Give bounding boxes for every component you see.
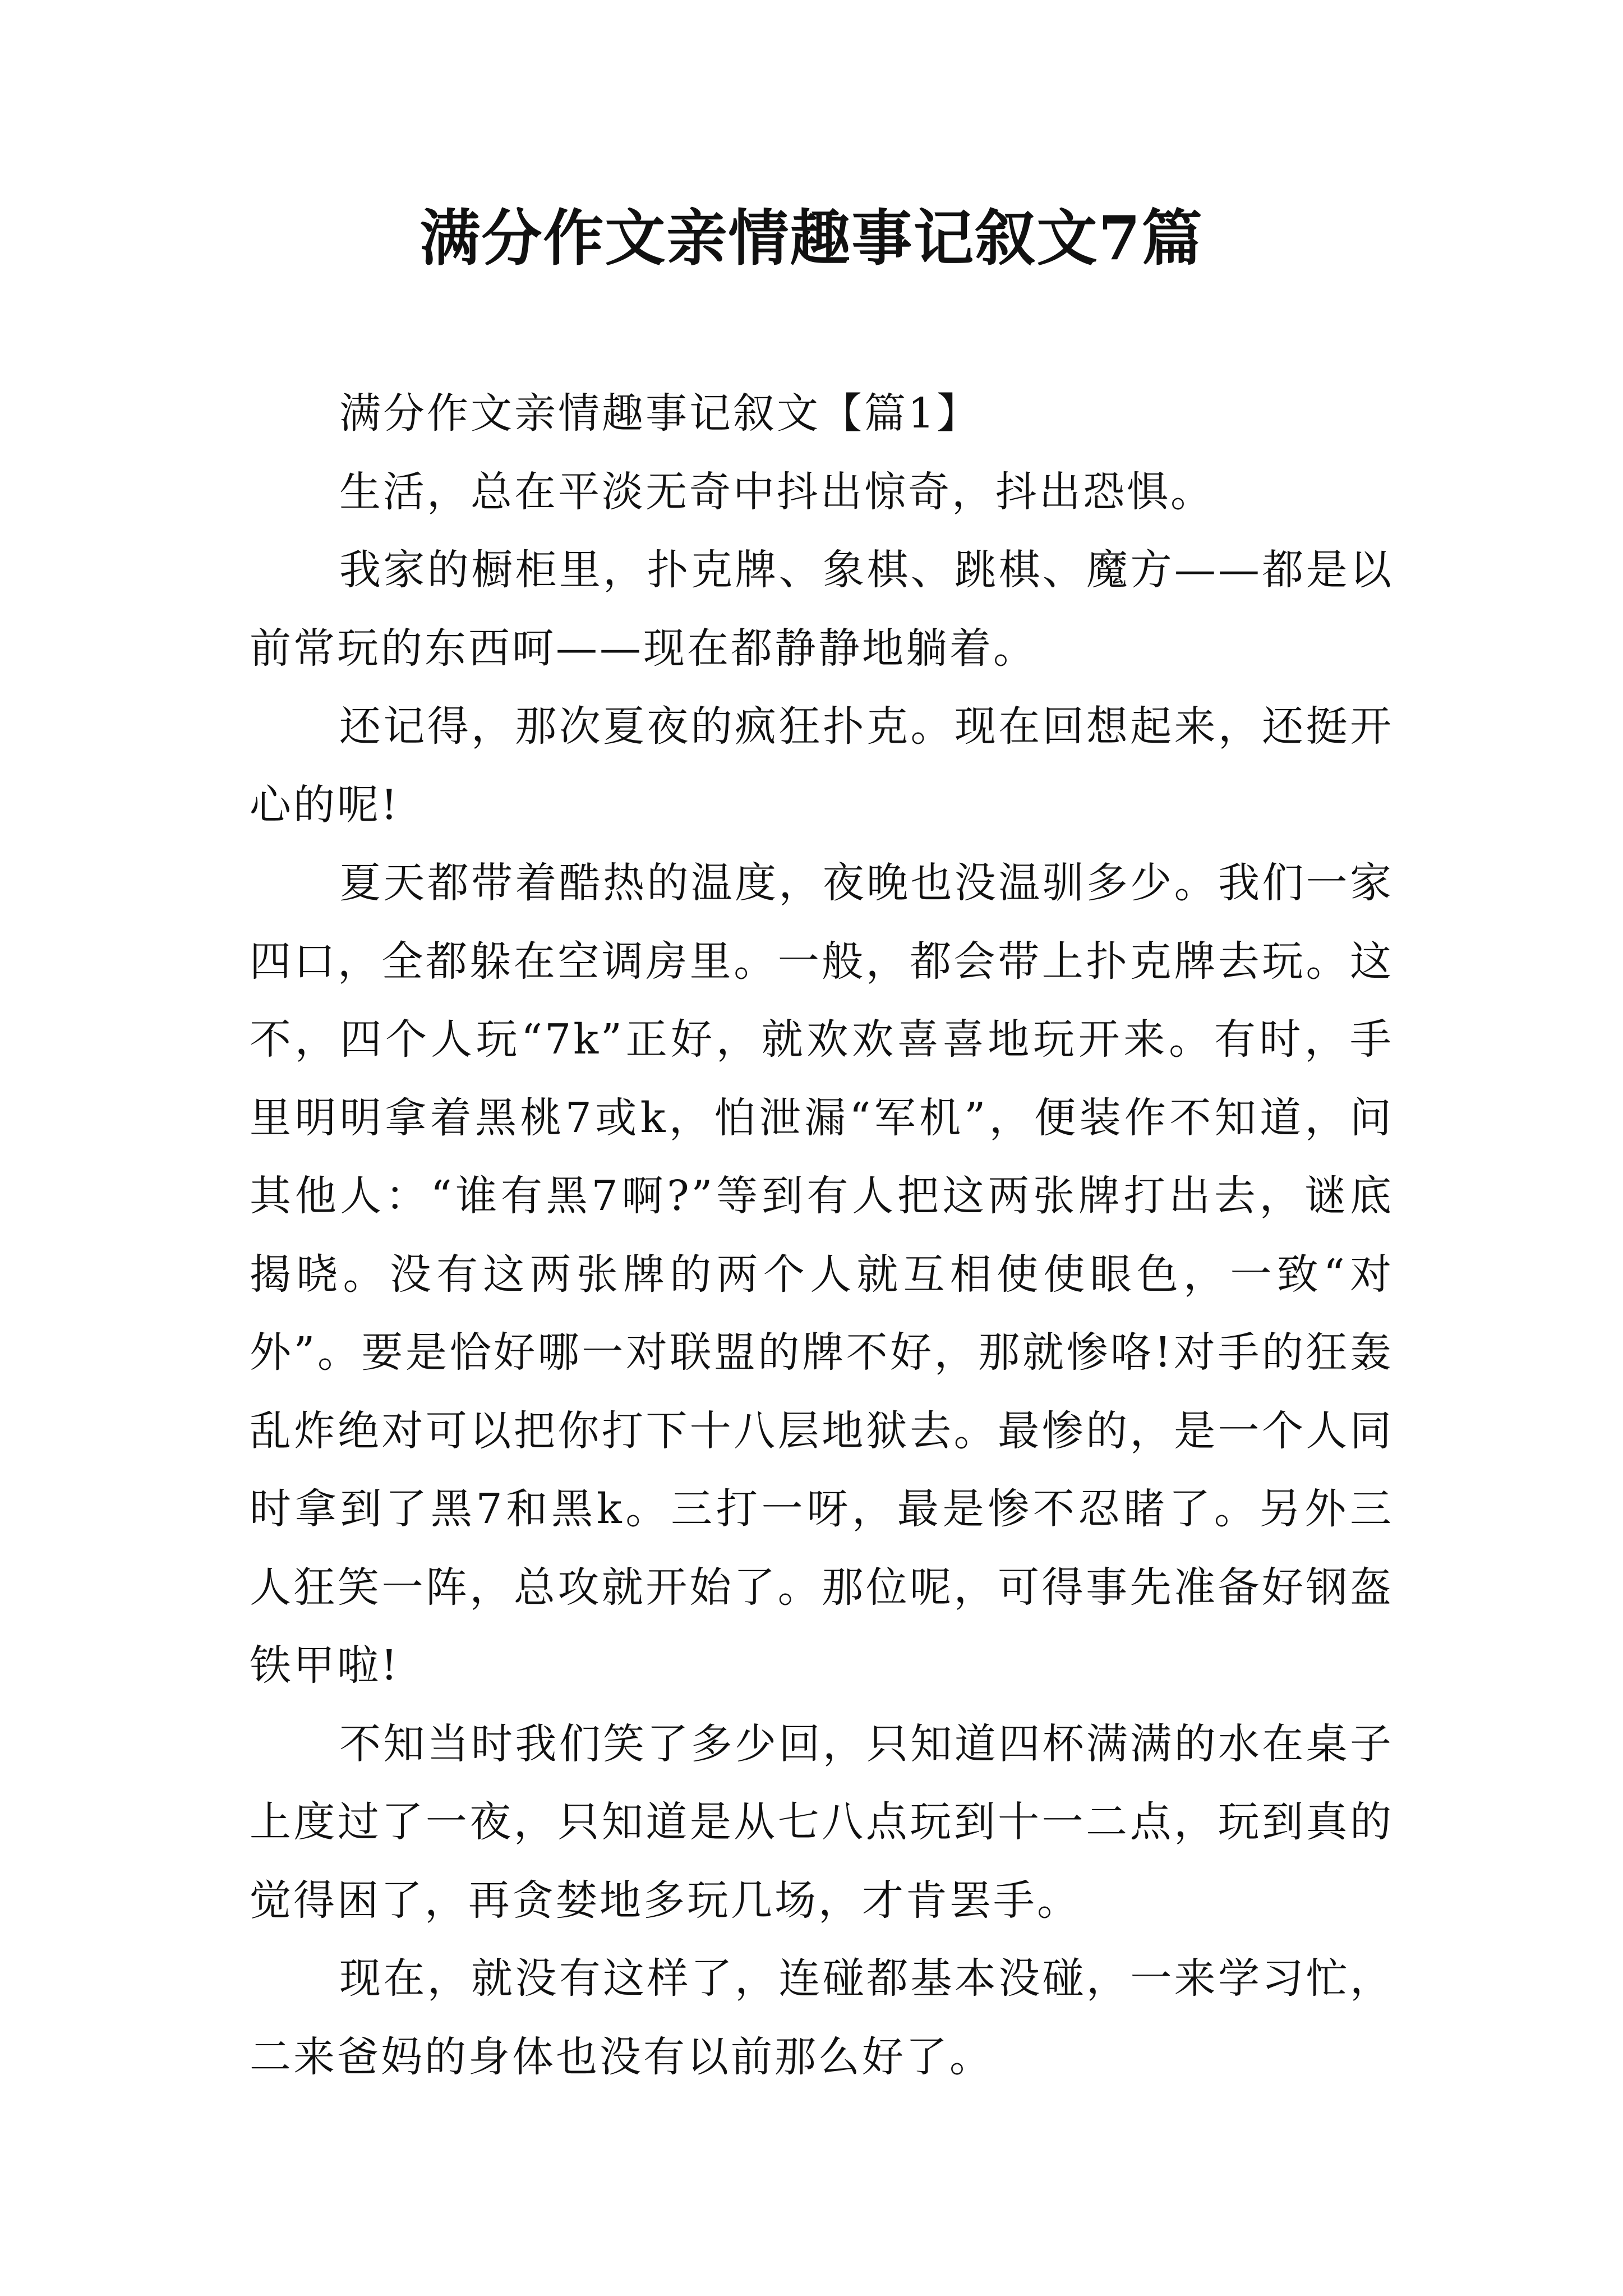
document-body bbox=[250, 375, 1394, 2096]
paragraph: 不知当时我们笑了多少回，只知道四杯满满的水在桌子上度过了一夜，只知道是从七八点玩到十一二点，玩到真的觉得困了，再贪婪地多玩几场，才肯罢手。 bbox=[250, 1719, 1394, 1925]
paragraph: 现在，就没有这样了，连碰都基本没碰，一来学习忙，二来爸妈的身体也没有以前那么好了。 bbox=[250, 1954, 1394, 2081]
section-heading: 满分作文亲情趣事记叙文【篇1】 bbox=[339, 389, 981, 438]
paragraph: 夏天都带着酷热的温度，夜晚也没温驯多少。我们一家四口，全都躲在空调房里。一般，都会带上扑克牌去玩。这不，四个人玩“7k”正好，就欢欢喜喜地玩开来。有时，手里明明拿着黑桃7或k，怕泄漏“军机”，便装作不知道，问其他人：“谁有黑7啊?”等到有人把这两张牌打出去，谜底揭晓。没有这两张牌的两个人就互相使使眼色，一致“对外”。要是恰好哪一对联盟的牌不好，那就惨咯!对手的狂轰乱炸绝对可以把你打下十八层地狱去。最惨的，是一个人同时拿到了黑7和黑k。三打一呀，最是惨不忍睹了。另外三人狂笑一阵，总攻就开始了。那位呢，可得事先准备好钢盔铁甲啦! bbox=[250, 859, 1394, 1690]
document-title: 满分作文亲情趣事记叙文7篇 bbox=[419, 203, 1204, 274]
paragraph: 生活，总在平淡无奇中抖出惊奇，抖出恐惧。 bbox=[339, 467, 1214, 516]
paragraph: 还记得，那次夏夜的疯狂扑克。现在回想起来，还挺开心的呢! bbox=[250, 702, 1394, 829]
paragraph: 我家的橱柜里，扑克牌、象棋、跳棋、魔方——都是以前常玩的东西呵——现在都静静地躺着。 bbox=[250, 546, 1394, 673]
